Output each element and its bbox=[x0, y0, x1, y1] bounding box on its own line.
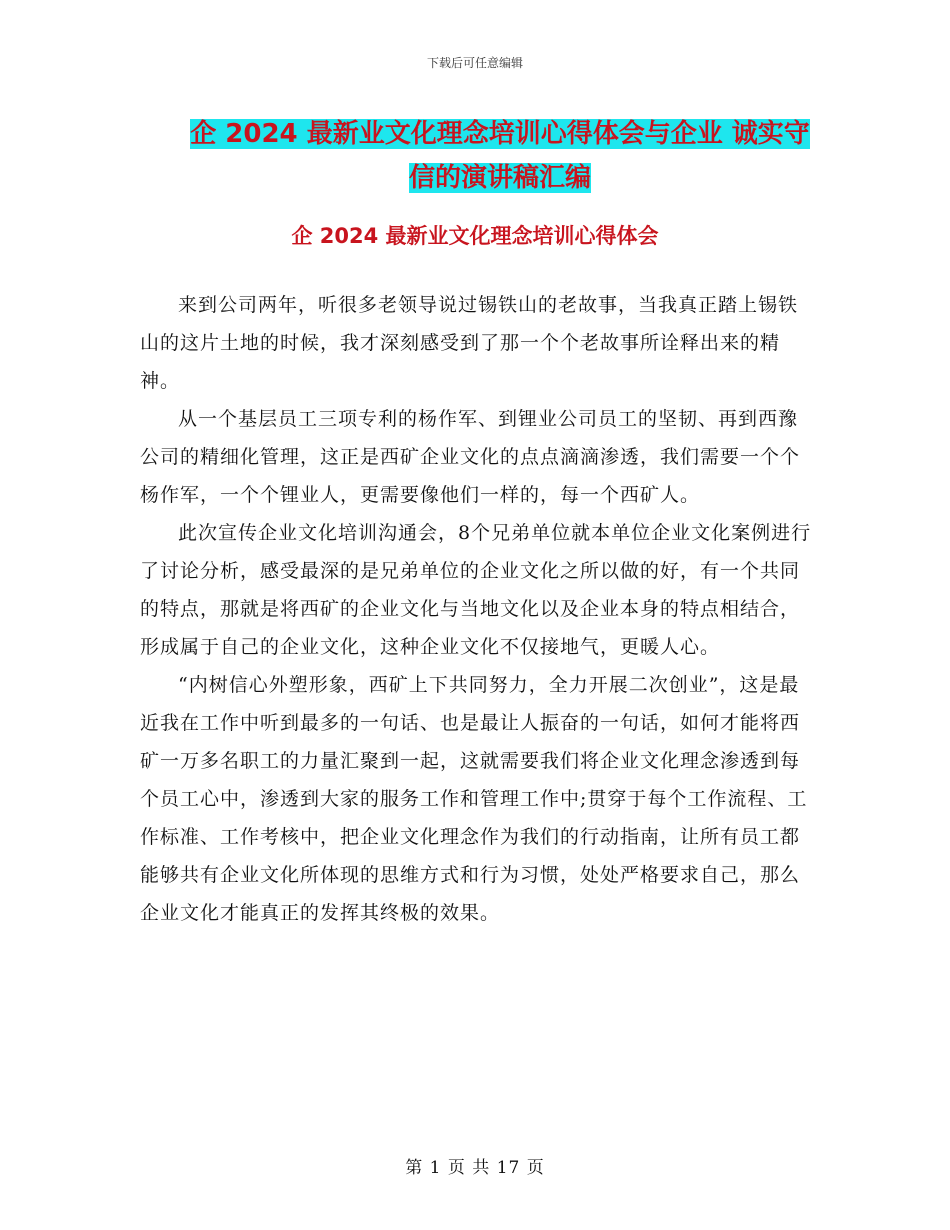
paragraph: 来到公司两年，听很多老领导说过锡铁山的老故事，当我真正踏上锡铁山的这片土地的时候，我才深刻感受到了那一个个老故事所诠释出来的精神。 bbox=[140, 294, 799, 392]
section-title: 企 2024 最新业文化理念培训心得体会 bbox=[291, 224, 659, 248]
paragraph: “内树信心外塑形象，西矿上下共同努力，全力开展二次创业”，这是最近我在工作中听到最多的一句话、也是最让人振奋的一句话，如何才能将西矿一万多名职工的力量汇聚到一起，这就需要我们将企业文化理念渗透到每个员工心中，渗透到大家的服务工作和管理工作中;贯穿于每个工作流程、工作标准、工作考核中，把企业文化理念作为我们的行动指南，让所有员工都能够共有企业文化所体现的思维方式和行为习惯，处处严格要求自己，那么企业文化才能真正的发挥其终极的效果。 bbox=[140, 674, 808, 924]
document-body bbox=[140, 286, 816, 932]
paragraph: 从一个基层员工三项专利的杨作军、到锂业公司员工的坚韧、再到西豫公司的精细化管理，这正是西矿企业文化的点点滴滴渗透，我们需要一个个杨作军，一个个锂业人，更需要像他们一样的，每一个西矿人。 bbox=[140, 408, 801, 506]
document-title-line-2: 信的演讲稿汇编 bbox=[408, 163, 591, 193]
paragraph: 此次宣传企业文化培训沟通会，8个兄弟单位就本单位企业文化案例进行了讨论分析，感受最深的是兄弟单位的企业文化之所以做的好，有一个共同的特点，那就是将西矿的企业文化与当地文化以及企业本身的特点相结合，形成属于自己的企业文化，这种企业文化不仅接地气，更暖人心。 bbox=[140, 522, 812, 658]
document-title-line-1: 企 2024 最新业文化理念培训心得体会与企业 诚实守 bbox=[190, 119, 810, 149]
page-number-footer: 第 1 页 共 17 页 bbox=[405, 1158, 545, 1178]
document-title bbox=[140, 112, 860, 200]
header-note: 下载后可任意编辑 bbox=[426, 56, 523, 70]
